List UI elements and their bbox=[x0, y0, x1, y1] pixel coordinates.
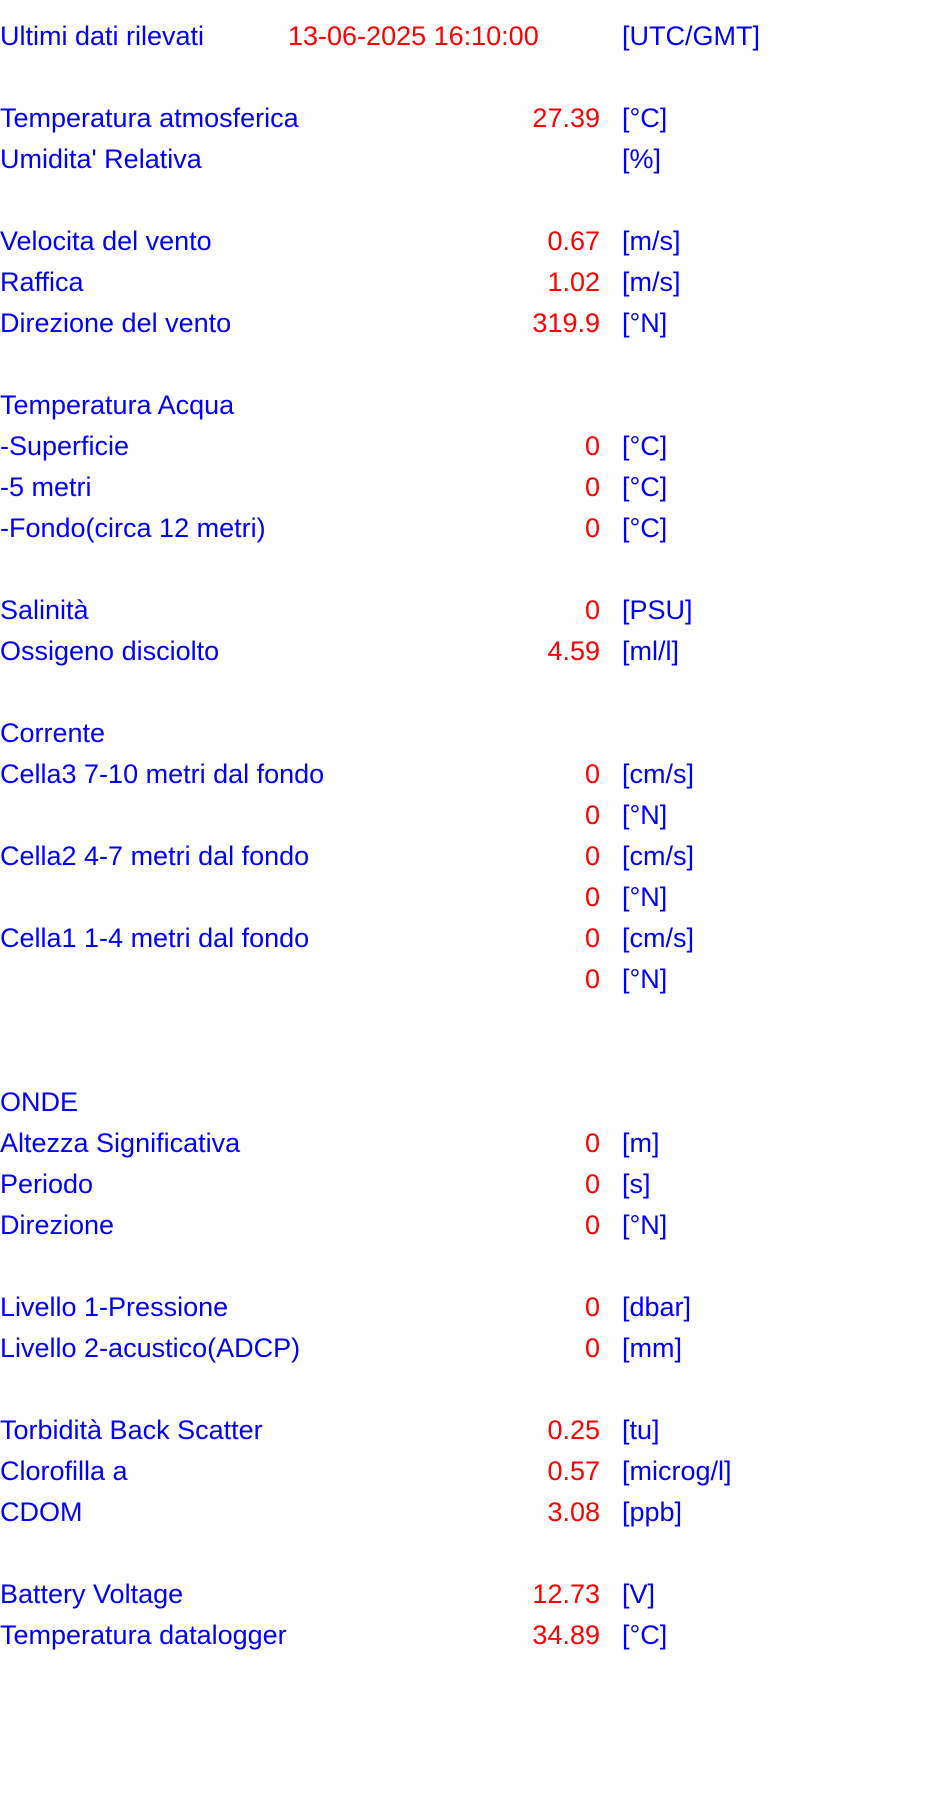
row-wind-gust bbox=[0, 262, 946, 303]
row-label: Salinità bbox=[0, 595, 89, 625]
row-unit: [dbar] bbox=[622, 1292, 692, 1322]
row-unit: [°C] bbox=[622, 103, 668, 133]
row-wind-speed bbox=[0, 221, 946, 262]
row-water-surface bbox=[0, 426, 946, 467]
row-unit: [cm/s] bbox=[622, 923, 694, 953]
row-label: Livello 1-Pressione bbox=[0, 1292, 229, 1322]
row-unit: [ppb] bbox=[622, 1497, 683, 1527]
row-value: 27.39 bbox=[532, 103, 600, 133]
row-unit: [cm/s] bbox=[622, 841, 694, 871]
spacer bbox=[0, 57, 946, 98]
row-unit: [PSU] bbox=[622, 595, 693, 625]
spacer bbox=[0, 1000, 946, 1041]
row-unit: [m/s] bbox=[622, 267, 681, 297]
row-turbidity bbox=[0, 1410, 946, 1451]
row-value: 0 bbox=[584, 841, 600, 871]
row-value: 319.9 bbox=[532, 308, 600, 338]
row-label: Altezza Significativa bbox=[0, 1128, 241, 1158]
row-wind-direction bbox=[0, 303, 946, 344]
row-unit: [microg/l] bbox=[622, 1456, 732, 1486]
row-label: Raffica bbox=[0, 267, 84, 297]
spacer bbox=[0, 1041, 946, 1082]
row-value: 1.02 bbox=[547, 267, 600, 297]
row-value: 0.57 bbox=[547, 1456, 600, 1486]
row-value: 0 bbox=[584, 964, 600, 994]
section-heading: Temperatura Acqua bbox=[0, 390, 235, 420]
row-label: -Fondo(circa 12 metri) bbox=[0, 513, 266, 543]
row-water-temperature-heading bbox=[0, 385, 946, 426]
row-unit: [ml/l] bbox=[622, 636, 679, 666]
header-timestamp: 13-06-2025 16:10:00 bbox=[288, 21, 539, 51]
row-unit: [%] bbox=[622, 144, 662, 174]
row-value: 0 bbox=[584, 759, 600, 789]
row-cell1-direction bbox=[0, 959, 946, 1000]
row-value: 34.89 bbox=[532, 1620, 600, 1650]
row-label: -5 metri bbox=[0, 472, 92, 502]
row-level-pressure bbox=[0, 1287, 946, 1328]
row-label: Cella3 7-10 metri dal fondo bbox=[0, 759, 325, 789]
row-value: 0 bbox=[584, 472, 600, 502]
row-value: 0 bbox=[584, 1169, 600, 1199]
row-label: Velocita del vento bbox=[0, 226, 212, 256]
row-label: Temperatura datalogger bbox=[0, 1620, 287, 1650]
row-air-temperature bbox=[0, 98, 946, 139]
spacer bbox=[0, 1369, 946, 1410]
row-unit: [tu] bbox=[622, 1415, 660, 1445]
spacer bbox=[0, 344, 946, 385]
row-value: 12.73 bbox=[532, 1579, 600, 1609]
row-cdom bbox=[0, 1492, 946, 1533]
section-heading: ONDE bbox=[0, 1087, 79, 1117]
row-value: 0 bbox=[584, 1292, 600, 1322]
row-value: 0 bbox=[584, 513, 600, 543]
row-wave-period bbox=[0, 1164, 946, 1205]
row-value: 4.59 bbox=[547, 636, 600, 666]
row-unit: [°C] bbox=[622, 472, 668, 502]
spacer bbox=[0, 672, 946, 713]
row-unit: [°N] bbox=[622, 964, 668, 994]
row-value: 0 bbox=[584, 800, 600, 830]
row-cell3-speed bbox=[0, 754, 946, 795]
row-label: Cella2 4-7 metri dal fondo bbox=[0, 841, 310, 871]
row-unit: [°C] bbox=[622, 431, 668, 461]
row-waves-heading bbox=[0, 1082, 946, 1123]
spacer bbox=[0, 1533, 946, 1574]
row-value: 0 bbox=[584, 1210, 600, 1240]
row-value: 0 bbox=[584, 1128, 600, 1158]
row-chlorophyll bbox=[0, 1451, 946, 1492]
spacer bbox=[0, 1246, 946, 1287]
row-value: 3.08 bbox=[547, 1497, 600, 1527]
row-label: Torbidità Back Scatter bbox=[0, 1415, 263, 1445]
row-cell2-direction bbox=[0, 877, 946, 918]
header-row bbox=[0, 16, 946, 57]
row-unit: [V] bbox=[622, 1579, 656, 1609]
row-unit: [°N] bbox=[622, 1210, 668, 1240]
row-water-bottom bbox=[0, 508, 946, 549]
row-datalogger-temperature bbox=[0, 1615, 946, 1656]
row-label: Direzione bbox=[0, 1210, 115, 1240]
row-value: 0 bbox=[584, 923, 600, 953]
row-water-5m bbox=[0, 467, 946, 508]
row-dissolved-oxygen bbox=[0, 631, 946, 672]
row-value: 0 bbox=[584, 431, 600, 461]
row-value: 0.25 bbox=[547, 1415, 600, 1445]
row-label: Livello 2-acustico(ADCP) bbox=[0, 1333, 301, 1363]
section-heading: Corrente bbox=[0, 718, 106, 748]
row-value: 0 bbox=[584, 595, 600, 625]
row-battery-voltage bbox=[0, 1574, 946, 1615]
row-unit: [m] bbox=[622, 1128, 660, 1158]
row-unit: [°C] bbox=[622, 1620, 668, 1650]
row-label: CDOM bbox=[0, 1497, 83, 1527]
row-value: 0 bbox=[584, 1333, 600, 1363]
row-cell2-speed bbox=[0, 836, 946, 877]
row-unit: [°C] bbox=[622, 513, 668, 543]
row-label: Clorofilla a bbox=[0, 1456, 128, 1486]
row-label: Cella1 1-4 metri dal fondo bbox=[0, 923, 310, 953]
row-unit: [s] bbox=[622, 1169, 651, 1199]
row-unit: [cm/s] bbox=[622, 759, 694, 789]
row-unit: [m/s] bbox=[622, 226, 681, 256]
row-label: Ossigeno disciolto bbox=[0, 636, 220, 666]
row-cell3-direction bbox=[0, 795, 946, 836]
row-unit: [mm] bbox=[622, 1333, 682, 1363]
row-cell1-speed bbox=[0, 918, 946, 959]
row-label: Umidita' Relativa bbox=[0, 144, 202, 174]
row-unit: [°N] bbox=[622, 308, 668, 338]
row-relative-humidity bbox=[0, 139, 946, 180]
header-label: Ultimi dati rilevati bbox=[0, 21, 205, 51]
row-label: Periodo bbox=[0, 1169, 94, 1199]
row-wave-height bbox=[0, 1123, 946, 1164]
row-wave-direction bbox=[0, 1205, 946, 1246]
row-label: -Superficie bbox=[0, 431, 130, 461]
spacer bbox=[0, 180, 946, 221]
row-label: Direzione del vento bbox=[0, 308, 232, 338]
row-label: Temperatura atmosferica bbox=[0, 103, 299, 133]
row-value: 0.67 bbox=[547, 226, 600, 256]
row-unit: [°N] bbox=[622, 882, 668, 912]
row-label: Battery Voltage bbox=[0, 1579, 184, 1609]
row-value: 0 bbox=[584, 882, 600, 912]
row-current-heading bbox=[0, 713, 946, 754]
row-salinity bbox=[0, 590, 946, 631]
row-level-acoustic bbox=[0, 1328, 946, 1369]
header-timezone: [UTC/GMT] bbox=[622, 21, 760, 51]
spacer bbox=[0, 549, 946, 590]
measurement-sheet bbox=[0, 16, 946, 1656]
row-unit: [°N] bbox=[622, 800, 668, 830]
